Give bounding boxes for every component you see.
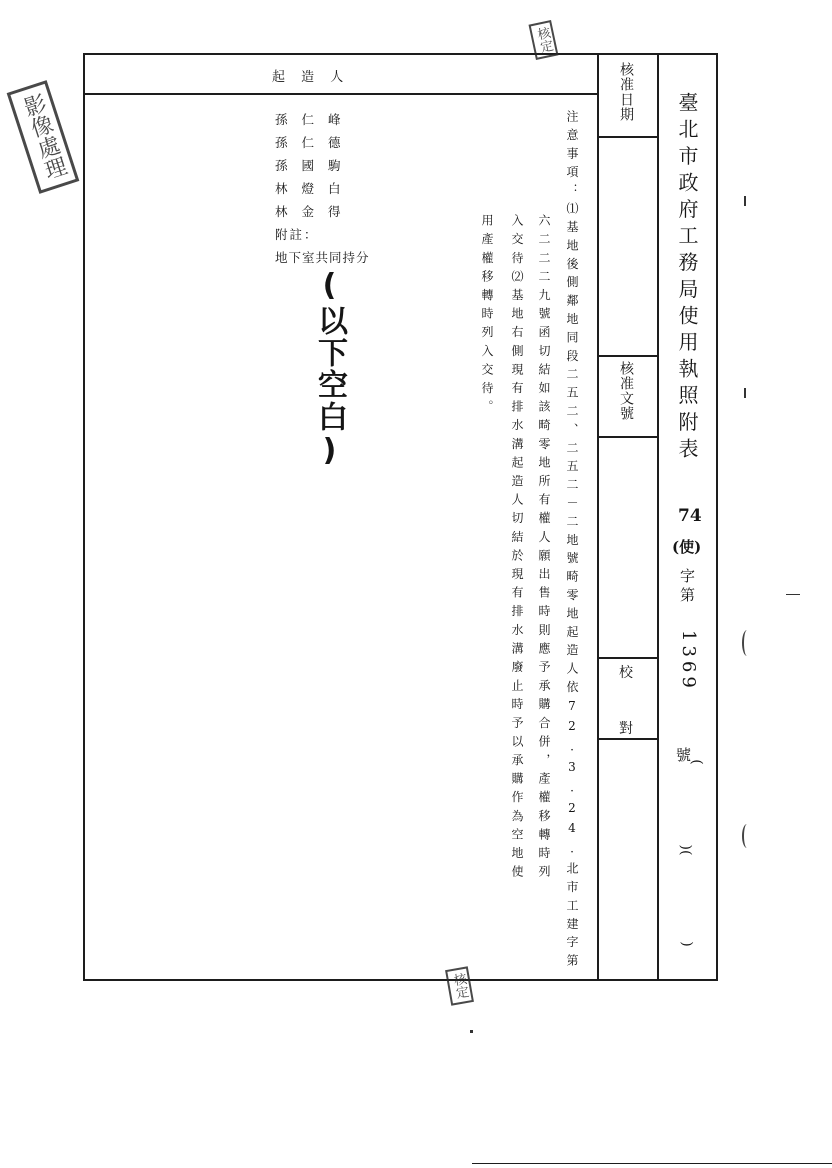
header-divider [83, 93, 598, 95]
frame-right-border [716, 53, 718, 981]
right-panel-rule-5 [597, 738, 657, 740]
notes-column-3: 入交待⑵基地右側現有排水溝起造人切結於現有排水溝廢止時予以承購作為空地使 [510, 214, 524, 884]
frame-top-border [83, 53, 718, 55]
bottom-edge-rule [472, 1163, 832, 1164]
builder-name: 林 金 得 [275, 204, 346, 219]
notes-column-4: 用產權移轉時列入交待。 [480, 214, 494, 419]
paren-pair: )( [677, 844, 694, 856]
notes-panel-divider [597, 53, 599, 981]
remarks-text: 地下室共同持分 [275, 250, 370, 265]
approval-date-label: 核准日期 [618, 62, 634, 122]
approval-doc-label: 核准文號 [618, 361, 634, 421]
license-number: 1369 [678, 630, 699, 692]
scan-mark-right-2 [742, 824, 752, 848]
builder-name: 孫 仁 德 [275, 135, 346, 150]
proofread-label-top: 校 [619, 665, 633, 681]
license-type: (使) [672, 538, 702, 556]
builder-header-label: 起 造 人 [272, 70, 350, 85]
proofread-label-bottom: 對 [619, 721, 633, 737]
builder-name: 孫 仁 峰 [275, 112, 346, 127]
scan-mark-right-1 [742, 630, 752, 656]
scan-speck [470, 1030, 473, 1033]
license-hao: 號 [676, 746, 692, 764]
builders-list [275, 108, 370, 269]
right-panel-rule-4 [597, 657, 657, 659]
imaging-stamp-left: 影像處理 [7, 80, 80, 194]
approval-stamp-top: 核定 [529, 20, 559, 60]
right-panel-rule-3 [597, 436, 657, 438]
paren-open-1: ( [688, 759, 705, 765]
right-panel-rule-2 [597, 355, 657, 357]
scan-speck [786, 594, 800, 595]
notes-column-1: 注意事項：⑴基地後側鄰地同段二五二、二五二－二地號畸零地起造人依72.3.24.北市工建字第 [565, 110, 579, 973]
frame-bottom-border [83, 979, 718, 981]
scan-speck [744, 196, 746, 206]
builder-name: 孫 國 駒 [275, 158, 346, 173]
remarks-label: 附註： [275, 227, 319, 242]
paren-close: ) [678, 941, 695, 947]
scan-speck [744, 388, 746, 398]
notes-column-2: 六二二二九號函切結如該畸零地所有權人願出售時則應予承購合併，產權移轉時列 [537, 214, 551, 884]
frame-left-border [83, 53, 85, 981]
handwritten-blank-note: (以下空白) [312, 268, 347, 470]
license-year: 74 [678, 506, 702, 526]
license-word-label: 字第 [678, 568, 696, 606]
right-panel-rule-1 [597, 136, 657, 138]
builder-name: 林 燈 白 [275, 181, 346, 196]
document-title: 臺北市政府工務局使用執照附表 [675, 92, 699, 465]
approval-stamp-bottom: 核定 [445, 966, 474, 1005]
title-column-divider [657, 53, 659, 981]
